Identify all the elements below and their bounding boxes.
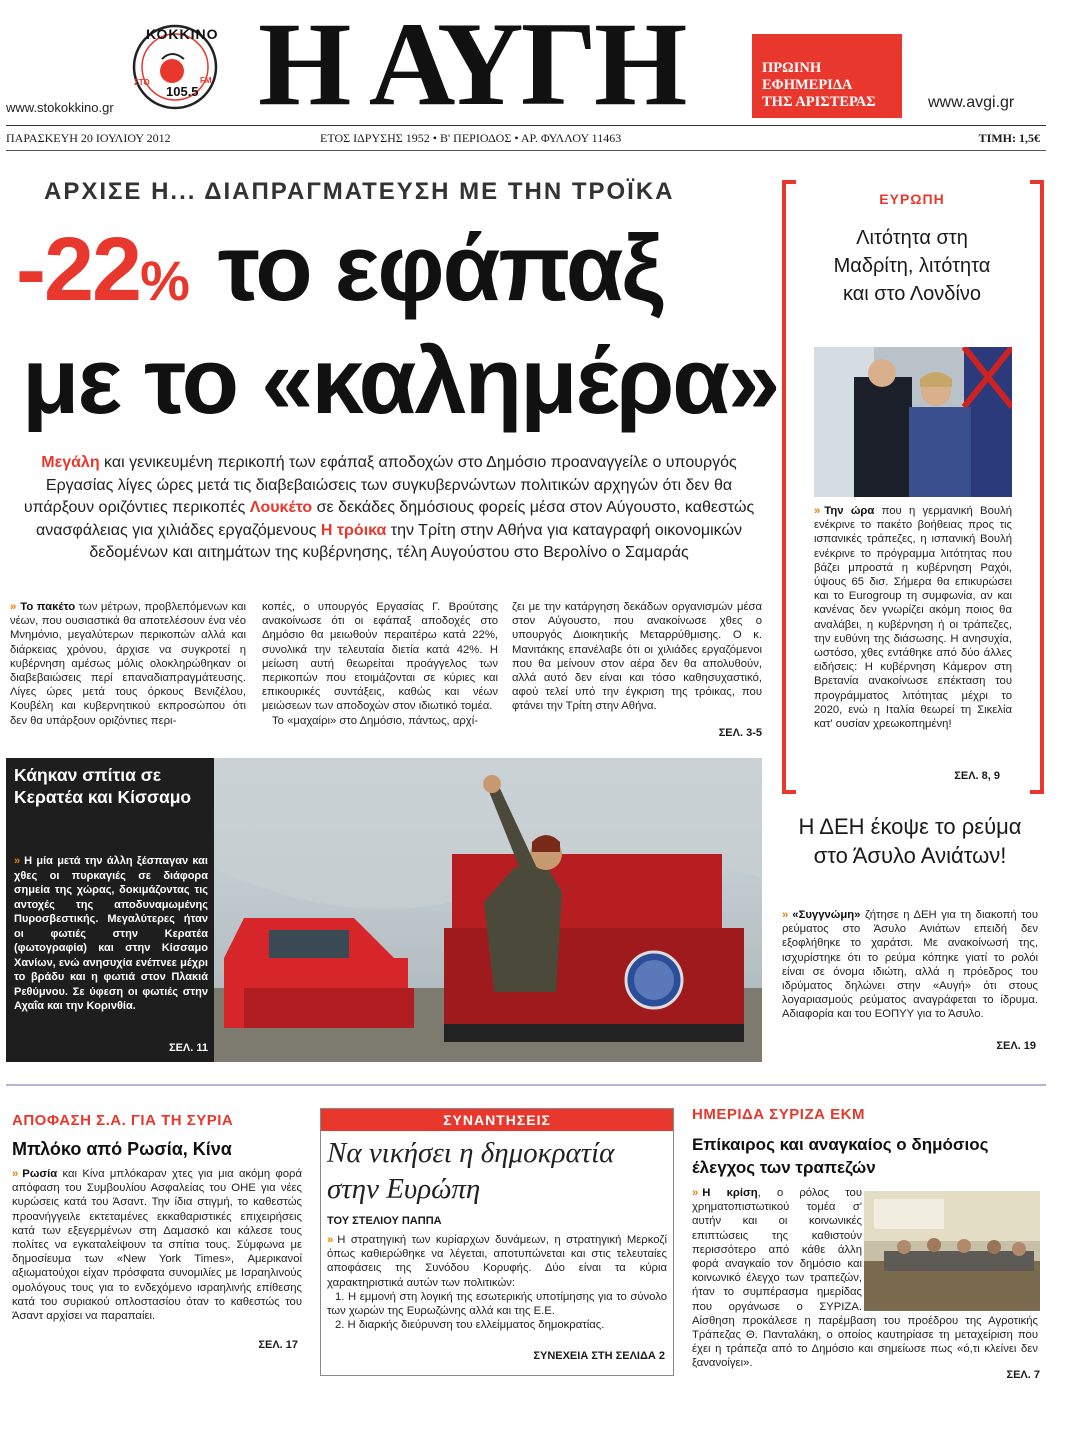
meetings-label: ΣΥΝΑΝΤΗΣΕΙΣ	[443, 1112, 551, 1128]
fires-body-text: Η μία μετά την άλλη ξέσπαγαν και χθες οι πυρκαγιές σε διάφορα σημεία της χώρας, δοκιμάζοντας τις αντοχές της αποδυναμωμένης Πυροσβεστικής. Μεγαλύτερες ήταν οι φωτιές στην Κερατέα (φωτογραφία) και στην Κίσσαμο Χανίων, ενώ ανησυχία ενέπνεε μέχρι το βράδυ και η φωτιά στον Πλακιά Ρεθύμνου. Σε ύφεση οι φωτιές στην Αχαΐα και την Κορινθία.	[14, 855, 208, 1012]
meetings-item-2: 2. Η διαρκής διεύρυνση του ελλείμματος δημοκρατίας.	[335, 1319, 605, 1332]
lead-column-3	[512, 600, 762, 714]
syria-title[interactable]: Μπλόκο από Ρωσία, Κίνα	[12, 1139, 232, 1159]
chevron-icon: »	[782, 909, 789, 921]
headline-text-1: το εφάπαξ	[217, 215, 662, 320]
chevron-icon: »	[10, 601, 17, 613]
tagline-line-3: ΤΗΣ ΑΡΙΣΤΕΡΑΣ	[762, 94, 876, 110]
lead-column-1-lead: Το πακέτο	[20, 601, 76, 613]
dei-body	[782, 908, 1038, 1022]
photo-spacer	[862, 1186, 1038, 1310]
radio-logo[interactable]	[132, 24, 218, 110]
lead-headline-line-2: με το «καλημέρα»	[22, 328, 779, 433]
meetings-byline: ΤΟΥ ΣΤΕΛΙΟΥ ΠΑΠΠΑ	[327, 1215, 442, 1227]
radio-logo-frequency: 105.5	[166, 84, 199, 99]
europe-body	[814, 504, 1012, 731]
tagline-line-2: ΕΦΗΜΕΡΙΔΑ	[762, 77, 853, 93]
banks-body	[692, 1186, 1038, 1371]
chevron-icon: »	[692, 1187, 699, 1199]
meetings-label-bar	[321, 1109, 673, 1131]
fires-body	[14, 854, 208, 1014]
europe-body-text: που η γερμανική Βουλή ενέκρινε το πακέτο βοήθειας προς τις ισπανικές τράπεζες, η ισπανική Βουλή ενέκρινε το πρόγραμμα λιτότητας που βάζει μπροστά η κυβέρνηση Ραχόι, ύψους 65 δισ. Σήμερα θα επικυρώσει και το Eurogroup τη συμφωνία, αν και κανένας δεν γνωρίζει ακόμη ποιος θα αναλάβει, η κυβέρνηση ή οι τράπεζες, την ευθύνη της διάσωσης. Η ανησυχία, ωστόσο, χθες εντάθηκε από δύο άλλες ειδήσεις: Η κυβέρνηση Κάμερον στη Βρετανία ανακοίνωσε επέκταση του προγράμματος λιτότητας μέχρι το 2020, ενώ η Ιταλία θεωρεί τη Σικελία κατ' ουσίαν χρεωκοπημένη!	[814, 505, 1012, 731]
europe-page-ref[interactable]: ΣΕΛ. 8, 9	[954, 770, 1000, 782]
syria-page-ref[interactable]: ΣΕΛ. 17	[258, 1339, 298, 1351]
lead-kicker: ΑΡΧΙΣΕ Η... ΔΙΑΠΡΑΓΜΑΤΕΥΣΗ ΜΕ ΤΗΝ ΤΡΟΪΚΑ	[44, 178, 675, 205]
dei-page-ref[interactable]: ΣΕΛ. 19	[996, 1040, 1036, 1052]
radio-logo-fm: FM	[200, 76, 212, 85]
tagline-line-1: ΠΡΩΙΝΗ	[762, 60, 822, 76]
chevron-icon: »	[12, 1168, 19, 1180]
radio-logo-name: ΚΟΚΚΙΝΟ	[146, 26, 219, 42]
banks-title[interactable]: Επίκαιρος και αναγκαίος ο δημόσιος έλεγχος των τραπεζών	[692, 1135, 989, 1177]
meetings-body-text: Η στρατηγική των κυρίαρχων δυνάμεων, η στρατηγική Μερκοζί όπως καθιερώθηκε να λέγεται, αποτυπώνεται και στις τελευταίες αποφάσεις της Συνόδου Κορυφής. Δύο είναι τα κύρια χαρακτηριστικά αυτών των πολιτικών:	[327, 1234, 667, 1289]
syria-body	[12, 1167, 302, 1323]
dei-title[interactable]: Η ΔΕΗ έκοψε το ρεύμα στο Άσυλο Ανιάτων!	[798, 814, 1022, 868]
meetings-box	[320, 1108, 674, 1376]
meetings-item-1: 1. Η εμμονή στη λογική της εσωτερικής υποτίμησης για το σύνολο των χωρών της Ευρωζώνης αλλά και της Ε.Ε.	[327, 1290, 667, 1318]
newspaper-title: Η ΑΥΓΗ	[258, 0, 685, 130]
lead-column-1	[10, 600, 246, 728]
syria-label: ΑΠΟΦΑΣΗ Σ.Α. ΓΙΑ ΤΗ ΣΥΡΙΑ	[12, 1112, 234, 1129]
lead-column-2-text-b: Το «μαχαίρι» στο Δημόσιο, πάντως, αρχί-	[272, 714, 478, 727]
fires-title[interactable]: Κάηκαν σπίτια σε Κερατέα και Κίσσαμο	[14, 765, 192, 807]
deck-text-2: σε δεκάδες δημόσιους φορείς μέσα στον Αύγουστο, καθεστώς ανασφάλειας για χιλιάδες εργαζόμενους	[36, 499, 755, 539]
deck-text-1: και γενικευμένη περικοπή των εφάπαξ αποδοχών στο Δημόσιο προαναγγείλε ο υπουργός Εργασίας λίγες ώρες μετά τις διαβεβαιώσεις των συγκυβερνώντων πολιτικών αρχηγών ότι δεν θα υπάρξουν οριζόντιες περικοπές	[23, 454, 737, 516]
syria-body-text: και Κίνα μπλόκαραν χτες για μια ακόμη φορά απόφαση του Συμβουλίου Ασφαλείας του ΟΗΕ για νέες κυρώσεις κατά του Άσαντ. Την ίδια στιγμή, το καθεστώς προανήγγειλε εκτεταμένες εκκαθαριστικές επιχειρήσεις κατά των εξεγερμένων στη Δαμασκό και κάλεσε τους πολίτες να εγκαταλείψουν τα σπίτια τους. Σύμφωνα με δημοσίευμα των «New York Times», Αμερικανοί αξιωματούχοι είχαν πρόσφατα συνομιλίες με Ισραηλινούς ομολόγους τους για το ενδεχόμενο ισραηλινής επίθεσης κατά του συριακού οπλοστασίου όταν το καθεστώς του Άσαντ αρχίσει να παραπαίει.	[12, 1168, 302, 1323]
meetings-continued[interactable]: ΣΥΝΕΧΕΙΑ ΣΤΗ ΣΕΛΙΔΑ 2	[533, 1350, 665, 1362]
stokokkino-url[interactable]: www.stokokkino.gr	[6, 100, 114, 115]
issue-info: ΕΤΟΣ ΙΔΡΥΣΗΣ 1952 • Β' ΠΕΡΙΟΔΟΣ • ΑΡ. ΦΥΛΛΟΥ 11463	[320, 131, 622, 145]
lead-column-2	[262, 600, 498, 728]
lead-column-3-text: ζει με την κατάργηση δεκάδων οργανισμών μέσα στον Αύγουστο, που ανακοίνωσε χθες ο υπουργός Διοικητικής Μεταρρύθμισης. Ο κ. Μανιτάκης επανέλαβε ότι οι χιλιάδες εργαζόμενοι που θα μείνουν στον αέρα δεν θα απολυθούν, αλλά αυτό δεν είναι και τόσο καθησυχαστικό, αφού τελεί υπό την έγκριση της τρόικας, που φτάνει την Τρίτη στην Αθήνα.	[512, 601, 762, 713]
fires-page-ref[interactable]: ΣΕΛ. 11	[168, 1042, 208, 1054]
chevron-icon: »	[327, 1234, 334, 1246]
issue-date: ΠΑΡΑΣΚΕΥΗ 20 ΙΟΥΛΙΟΥ 2012	[6, 131, 171, 145]
banks-label: ΗΜΕΡΙΔΑ ΣΥΡΙΖΑ ΕΚΜ	[692, 1106, 865, 1123]
headline-percent: -22	[16, 220, 141, 320]
avgi-url[interactable]: www.avgi.gr	[928, 94, 1015, 111]
meetings-body	[327, 1233, 667, 1332]
price: ΤΙΜΗ: 1,5€	[978, 131, 1040, 145]
lead-headline-line-1	[16, 214, 756, 320]
merkel-cameron-photo	[814, 347, 1012, 497]
deck-text-3: την Τρίτη στην Αθήνα για καταγραφή οικονομικών δεδομένων και αιτημάτων της κυβέρνησης, τέλη Αυγούστου στο Βερολίνο ο Σαμαράς	[89, 521, 742, 561]
deck-highlight-2: Λουκέτο	[249, 499, 313, 516]
banks-body-text: , ο ρόλος του χρηματοπιστωτικού τομέα σ' αυτήν και οι κοινωνικές επιπτώσεις της καθιστούν περισσότερο από κάθε άλλη φορά αναγκαίο τον δημόσιο και κοινωνικό έλεγχο των τραπεζών, ήταν το συμπέρασμα ημερίδας που οργάνωσε ο ΣΥΡΙΖΑ. Αίσθηση προκάλεσε η παρέμβαση του προέδρου της Αγροτικής Τράπεζας Θ. Πανταλάκη, ο οποίος καυτηρίασε τη μεταχείριση που έχει η τράπεζα από το Δημόσιο και σημείωσε πως «ό,τι κλείνει δεν ξανανοίγει».	[692, 1187, 1038, 1370]
lead-column-1-text: των μέτρων, προβλεπόμενων και νέων, που ουσιαστικά θα αποτελέσουν ένα νέο Μνημόνιο, μεγαλύτερων περικοπών αλλά και διάρκειας χρόνου, άρχισε να συγκροτεί η κυβέρνηση αμέσως μόλις ολοκληρώθηκαν οι διαβεβαιώσεις περί επαναδιαπραγμάτευσης. Λίγες ώρες μετά τους όρκους Βενιζέλου, Κουβέλη και κυβερνητικού εκπροσώπου ότι δεν θα υπάρξουν οριζόντιες περι-	[10, 601, 246, 727]
meetings-title[interactable]: Να νικήσει η δημοκρατία στην Ευρώπη	[327, 1137, 615, 1205]
banks-body-lead: Η κρίση	[702, 1187, 758, 1199]
banks-page-ref[interactable]: ΣΕΛ. 7	[1006, 1369, 1040, 1381]
radio-logo-side: ΣΤΟ	[134, 78, 150, 87]
chevron-icon: »	[14, 855, 21, 867]
syria-body-lead: Ρωσία	[22, 1168, 58, 1180]
lead-column-2-text: κοπές, ο υπουργός Εργασίας Γ. Βρούτσης ανακοίνωσε ότι οι εφάπαξ αποδοχές στο Δημόσιο θα μειωθούν περαιτέρω κατά 22%, συνολικά την τελευταία διετία κατά 42%. Η μείωση αυτή θεωρείται προάγγελος των περικοπών που ετοιμάζονται σε κύριες και επικουρικές συντάξεις, καθώς και νέων μειώσεων των αποδοχών στον ιδιωτικό τομέα.	[262, 601, 498, 713]
dei-body-text: ζήτησε η ΔΕΗ για τη διακοπή του ρεύματος στο Άσυλο Ανιάτων επειδή δεν εξοφλήθηκε το χαράτσι. Με ανακοίνωσή της, ισχυρίστηκε ότι το ρεύμα κόπηκε γιατί το ρολόι είναι σε όνομα ιδιώτη, αλλά η πρόεδρος του ιδρύματος δηλώνει στην «Αυγή» ότι στους λογαριασμούς ρεύματος αναγράφεται το ίδρυμα. Αδιαφορία και του ΕΟΠΥΥ για το Άσυλο.	[782, 909, 1038, 1021]
europe-bracket-right	[1030, 180, 1044, 794]
europe-title[interactable]: Λιτότητα στη Μαδρίτη, λιτότητα και στο Λονδίνο	[833, 227, 991, 305]
chevron-icon: »	[814, 505, 821, 517]
europe-body-lead: Την ώρα	[824, 505, 875, 517]
fire-photo	[214, 758, 762, 1062]
photo-handshake	[814, 347, 1012, 497]
lead-page-ref[interactable]: ΣΕΛ. 3-5	[718, 727, 762, 739]
dei-body-lead: «Συγγνώμη»	[792, 909, 861, 921]
europe-bracket-left	[782, 180, 796, 794]
headline-percent-sign: %	[140, 249, 190, 312]
fires-box	[6, 758, 214, 1062]
europe-label: ΕΥΡΩΠΗ	[879, 191, 945, 207]
deck-highlight-3: Η τρόικα	[320, 521, 387, 539]
deck-highlight-1: Μεγάλη	[41, 454, 100, 471]
lead-deck	[20, 452, 758, 565]
tagline-box	[752, 34, 902, 118]
fire-truck-scene	[214, 758, 762, 1062]
